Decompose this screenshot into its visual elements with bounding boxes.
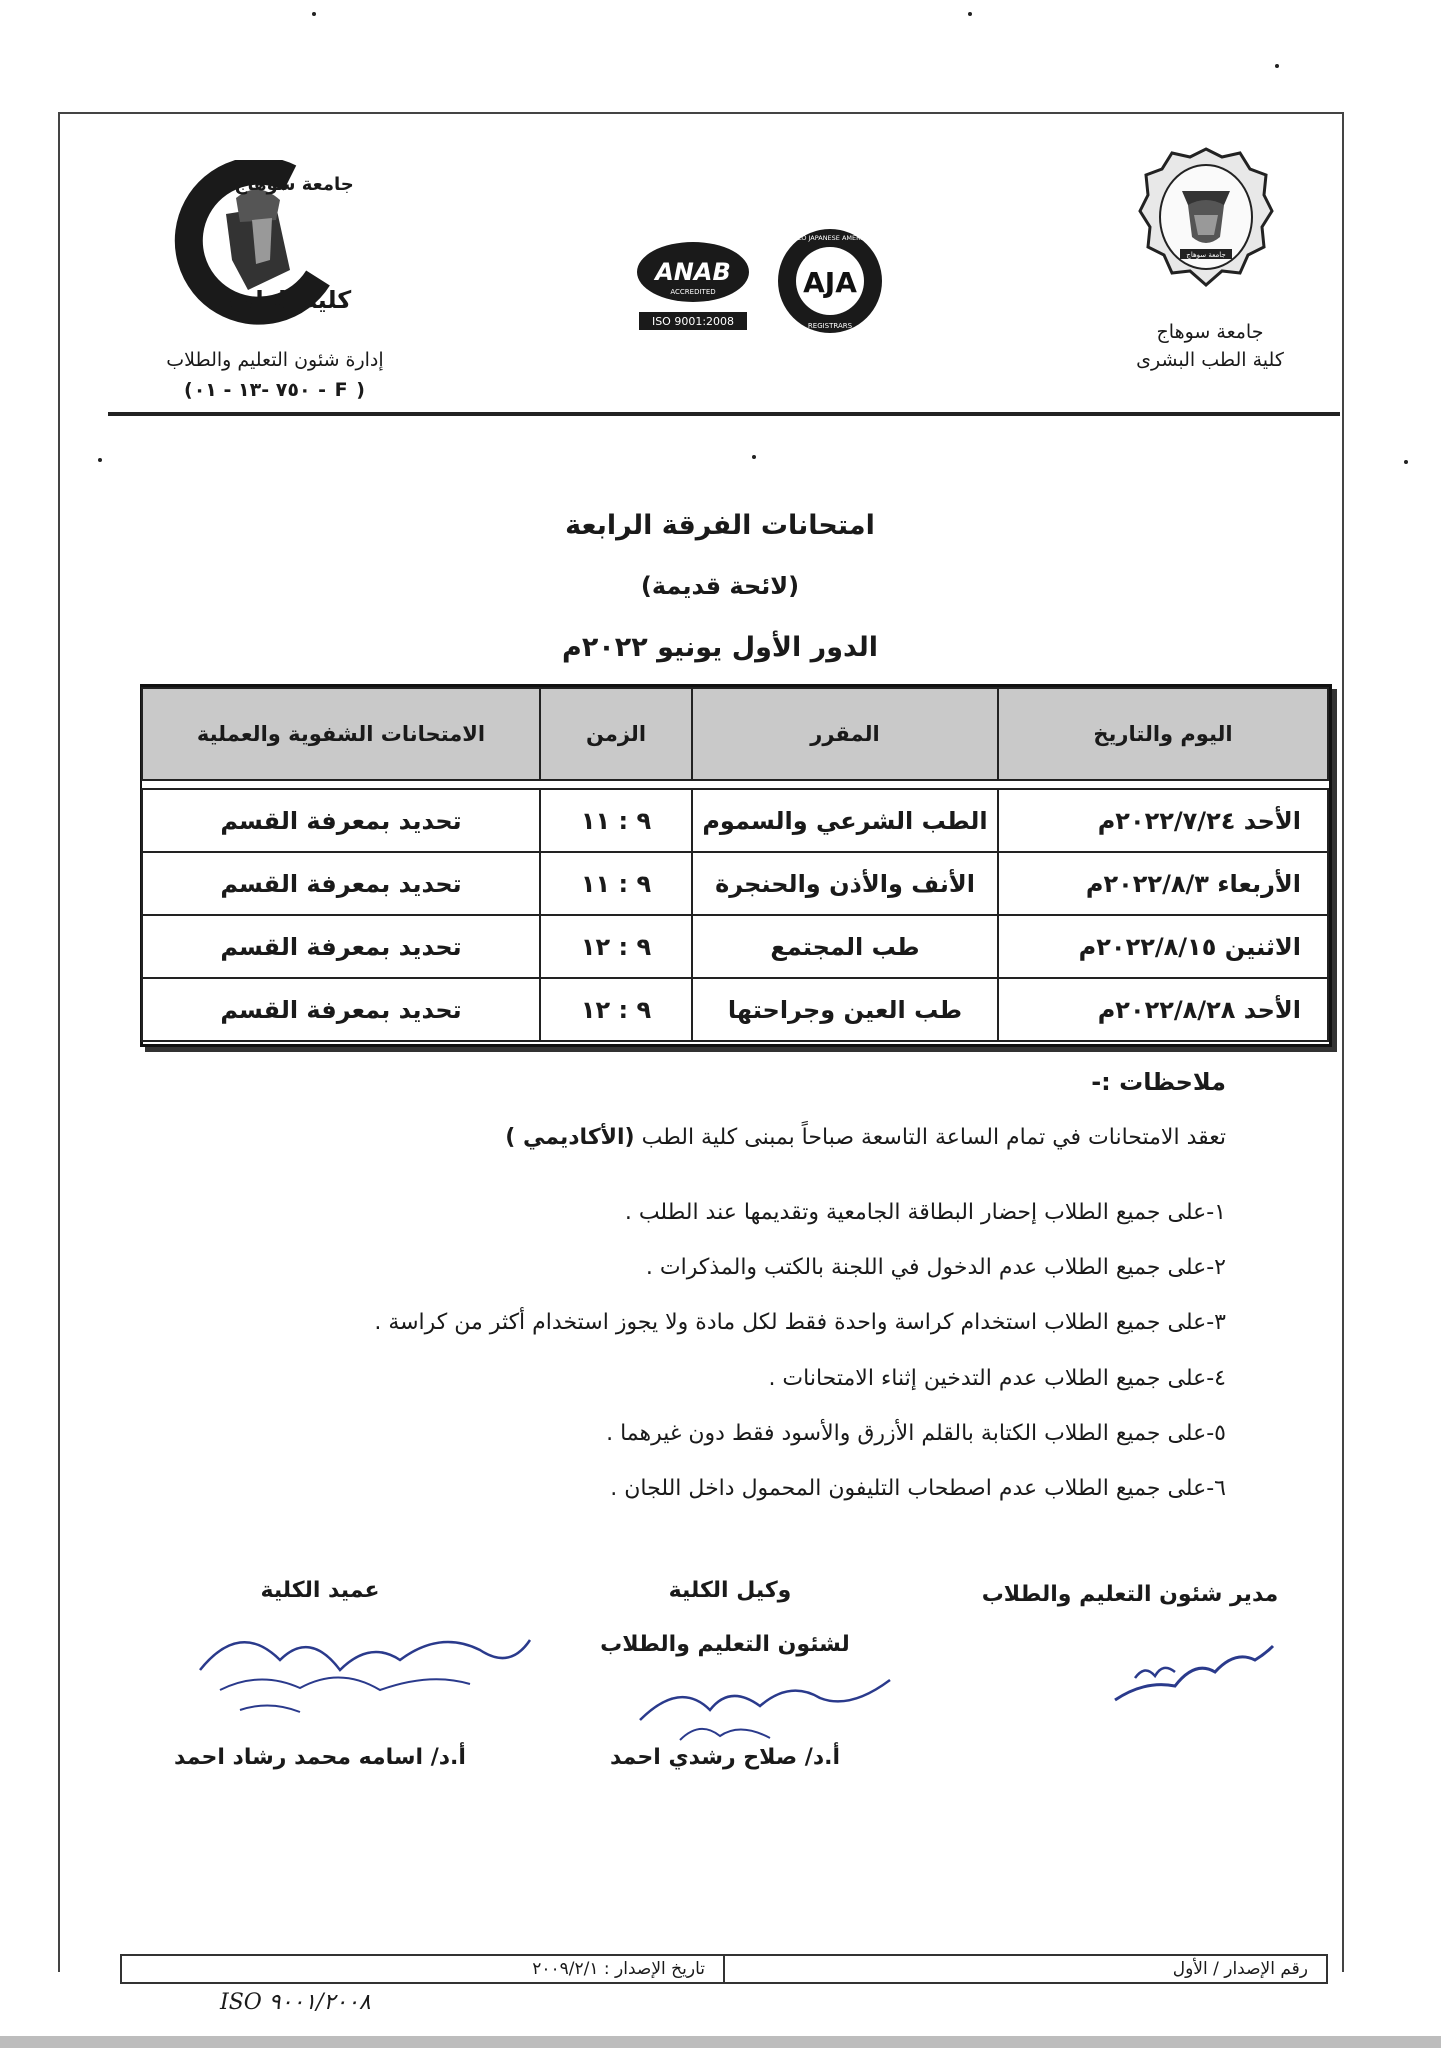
exam-subtitle: (لائحة قديمة) [640, 572, 800, 600]
exam-schedule-table [140, 684, 1332, 1047]
faculty-name: كلية الطب البشرى [1136, 349, 1284, 371]
note-item: ١-على جميع الطلاب إحضار البطاقة الجامعية وتقديمها عند الطلب . [624, 1200, 1226, 1225]
scan-dot [752, 455, 756, 459]
vice-dean-name: أ.د/ صلاح رشدي احمد [609, 1745, 841, 1770]
cell-course: طب المجتمع [692, 915, 998, 978]
note-item: ٤-على جميع الطلاب عدم التدخين إثناء الامتحانات . [768, 1366, 1226, 1391]
notes-intro-text: تعقد الامتحانات في تمام الساعة التاسعة صباحاً بمبنى كلية الطب [641, 1125, 1226, 1150]
header-oral-practical: الامتحانات الشفوية والعملية [142, 688, 540, 780]
issue-date: تاريخ الإصدار : ٢٠٠٩/٢/١ [122, 1956, 725, 1982]
faculty-of-medicine-logo [140, 160, 370, 325]
form-code: ( F - ٧٥٠ -١٣ - ٠١) [184, 379, 366, 401]
cell-time: ٩ : ١١ [540, 789, 692, 852]
university-emblem-logo [1138, 145, 1274, 295]
note-item: ٦-على جميع الطلاب عدم اصطحاب التليفون المحمول داخل اللجان . [610, 1476, 1226, 1501]
scan-dot [968, 12, 972, 16]
cell-oral-practical: تحديد بمعرفة القسم [142, 789, 540, 852]
cell-day-date: الاثنين ٢٠٢٢/٨/١٥م [998, 915, 1328, 978]
director-signature [1105, 1620, 1285, 1714]
education-affairs-dept: إدارة شئون التعليم والطلاب [166, 349, 384, 371]
exam-title: امتحانات الفرقة الرابعة [565, 510, 875, 541]
scan-dot [1404, 460, 1408, 464]
cell-day-date: الأحد ٢٠٢٢/٨/٢٨م [998, 978, 1328, 1041]
exam-round: الدور الأول يونيو ٢٠٢٢م [562, 632, 878, 663]
dean-title: عميد الكلية [260, 1578, 380, 1603]
table-row [142, 789, 1328, 852]
notes-intro [505, 1125, 1226, 1150]
issue-number: رقم الإصدار / الأول [1172, 1959, 1308, 1979]
header-day-date: اليوم والتاريخ [998, 688, 1328, 780]
med-logo-university: جامعة سوهاج [234, 174, 354, 195]
notes-heading: ملاحظات :- [1091, 1068, 1226, 1096]
document-footer [120, 1954, 1328, 1984]
vice-dean-title: وكيل الكلية [668, 1578, 792, 1603]
scan-dot [312, 12, 316, 16]
education-affairs-header-block [130, 345, 420, 405]
table-row [142, 978, 1328, 1041]
uni-logo-caption: جامعة سوهاج [1186, 251, 1226, 259]
scan-edge-band [0, 2036, 1441, 2048]
anab-accredited-text: ACCREDITED [670, 288, 716, 296]
cell-time: ٩ : ١٢ [540, 915, 692, 978]
cell-course: الطب الشرعي والسموم [692, 789, 998, 852]
iso-badge-text: ISO 9001:2008 [651, 315, 735, 328]
header-time: الزمن [540, 688, 692, 780]
cell-time: ٩ : ١٢ [540, 978, 692, 1041]
aja-ring-bottom: REGISTRARS [807, 322, 853, 330]
cell-oral-practical: تحديد بمعرفة القسم [142, 978, 540, 1041]
dean-signature [180, 1600, 540, 1724]
aja-mark: AJA [803, 266, 857, 299]
table-row [142, 852, 1328, 915]
cell-course: طب العين وجراحتها [692, 978, 998, 1041]
cell-day-date: الأحد ٢٠٢٢/٧/٢٤م [998, 789, 1328, 852]
university-name: جامعة سوهاج [1156, 321, 1264, 343]
cell-course: الأنف والأذن والحنجرة [692, 852, 998, 915]
cell-time: ٩ : ١١ [540, 852, 692, 915]
note-item: ٣-على جميع الطلاب استخدام كراسة واحدة فقط لكل مادة ولا يجوز استخدام أكثر من كراسة . [374, 1310, 1226, 1335]
table-row [142, 915, 1328, 978]
header-course: المقرر [692, 688, 998, 780]
aja-registrars-logo [775, 226, 885, 336]
iso-handwritten-note: ISO ٩٠٠١/٢٠٠٨ [220, 1990, 371, 2015]
anab-accredited-logo [635, 238, 757, 338]
header-divider [108, 412, 1340, 416]
med-logo-faculty: كلية الطب [228, 286, 352, 314]
faculty-header-block [1110, 318, 1310, 374]
anab-mark: ANAB [655, 258, 731, 286]
note-item: ٥-على جميع الطلاب الكتابة بالقلم الأزرق والأسود فقط دون غيرهما . [606, 1421, 1226, 1446]
dean-name: أ.د/ اسامه محمد رشاد احمد [174, 1745, 466, 1770]
note-item: ٢-على جميع الطلاب عدم الدخول في اللجنة بالكتب والمذكرات . [645, 1255, 1226, 1280]
cell-day-date: الأربعاء ٢٠٢٢/٨/٣م [998, 852, 1328, 915]
aja-ring-top: ANGLO JAPANESE AMERICAN [783, 234, 877, 242]
director-title: مدير شئون التعليم والطلاب [981, 1582, 1279, 1607]
cell-oral-practical: تحديد بمعرفة القسم [142, 852, 540, 915]
cell-oral-practical: تحديد بمعرفة القسم [142, 915, 540, 978]
scan-dot [98, 458, 102, 462]
vice-dean-subtitle: لشئون التعليم والطلاب [600, 1632, 850, 1657]
table-header-row [142, 688, 1328, 780]
vice-dean-signature [620, 1660, 900, 1754]
scan-dot [1275, 64, 1279, 68]
notes-intro-building: (الأكاديمي ) [505, 1125, 635, 1150]
